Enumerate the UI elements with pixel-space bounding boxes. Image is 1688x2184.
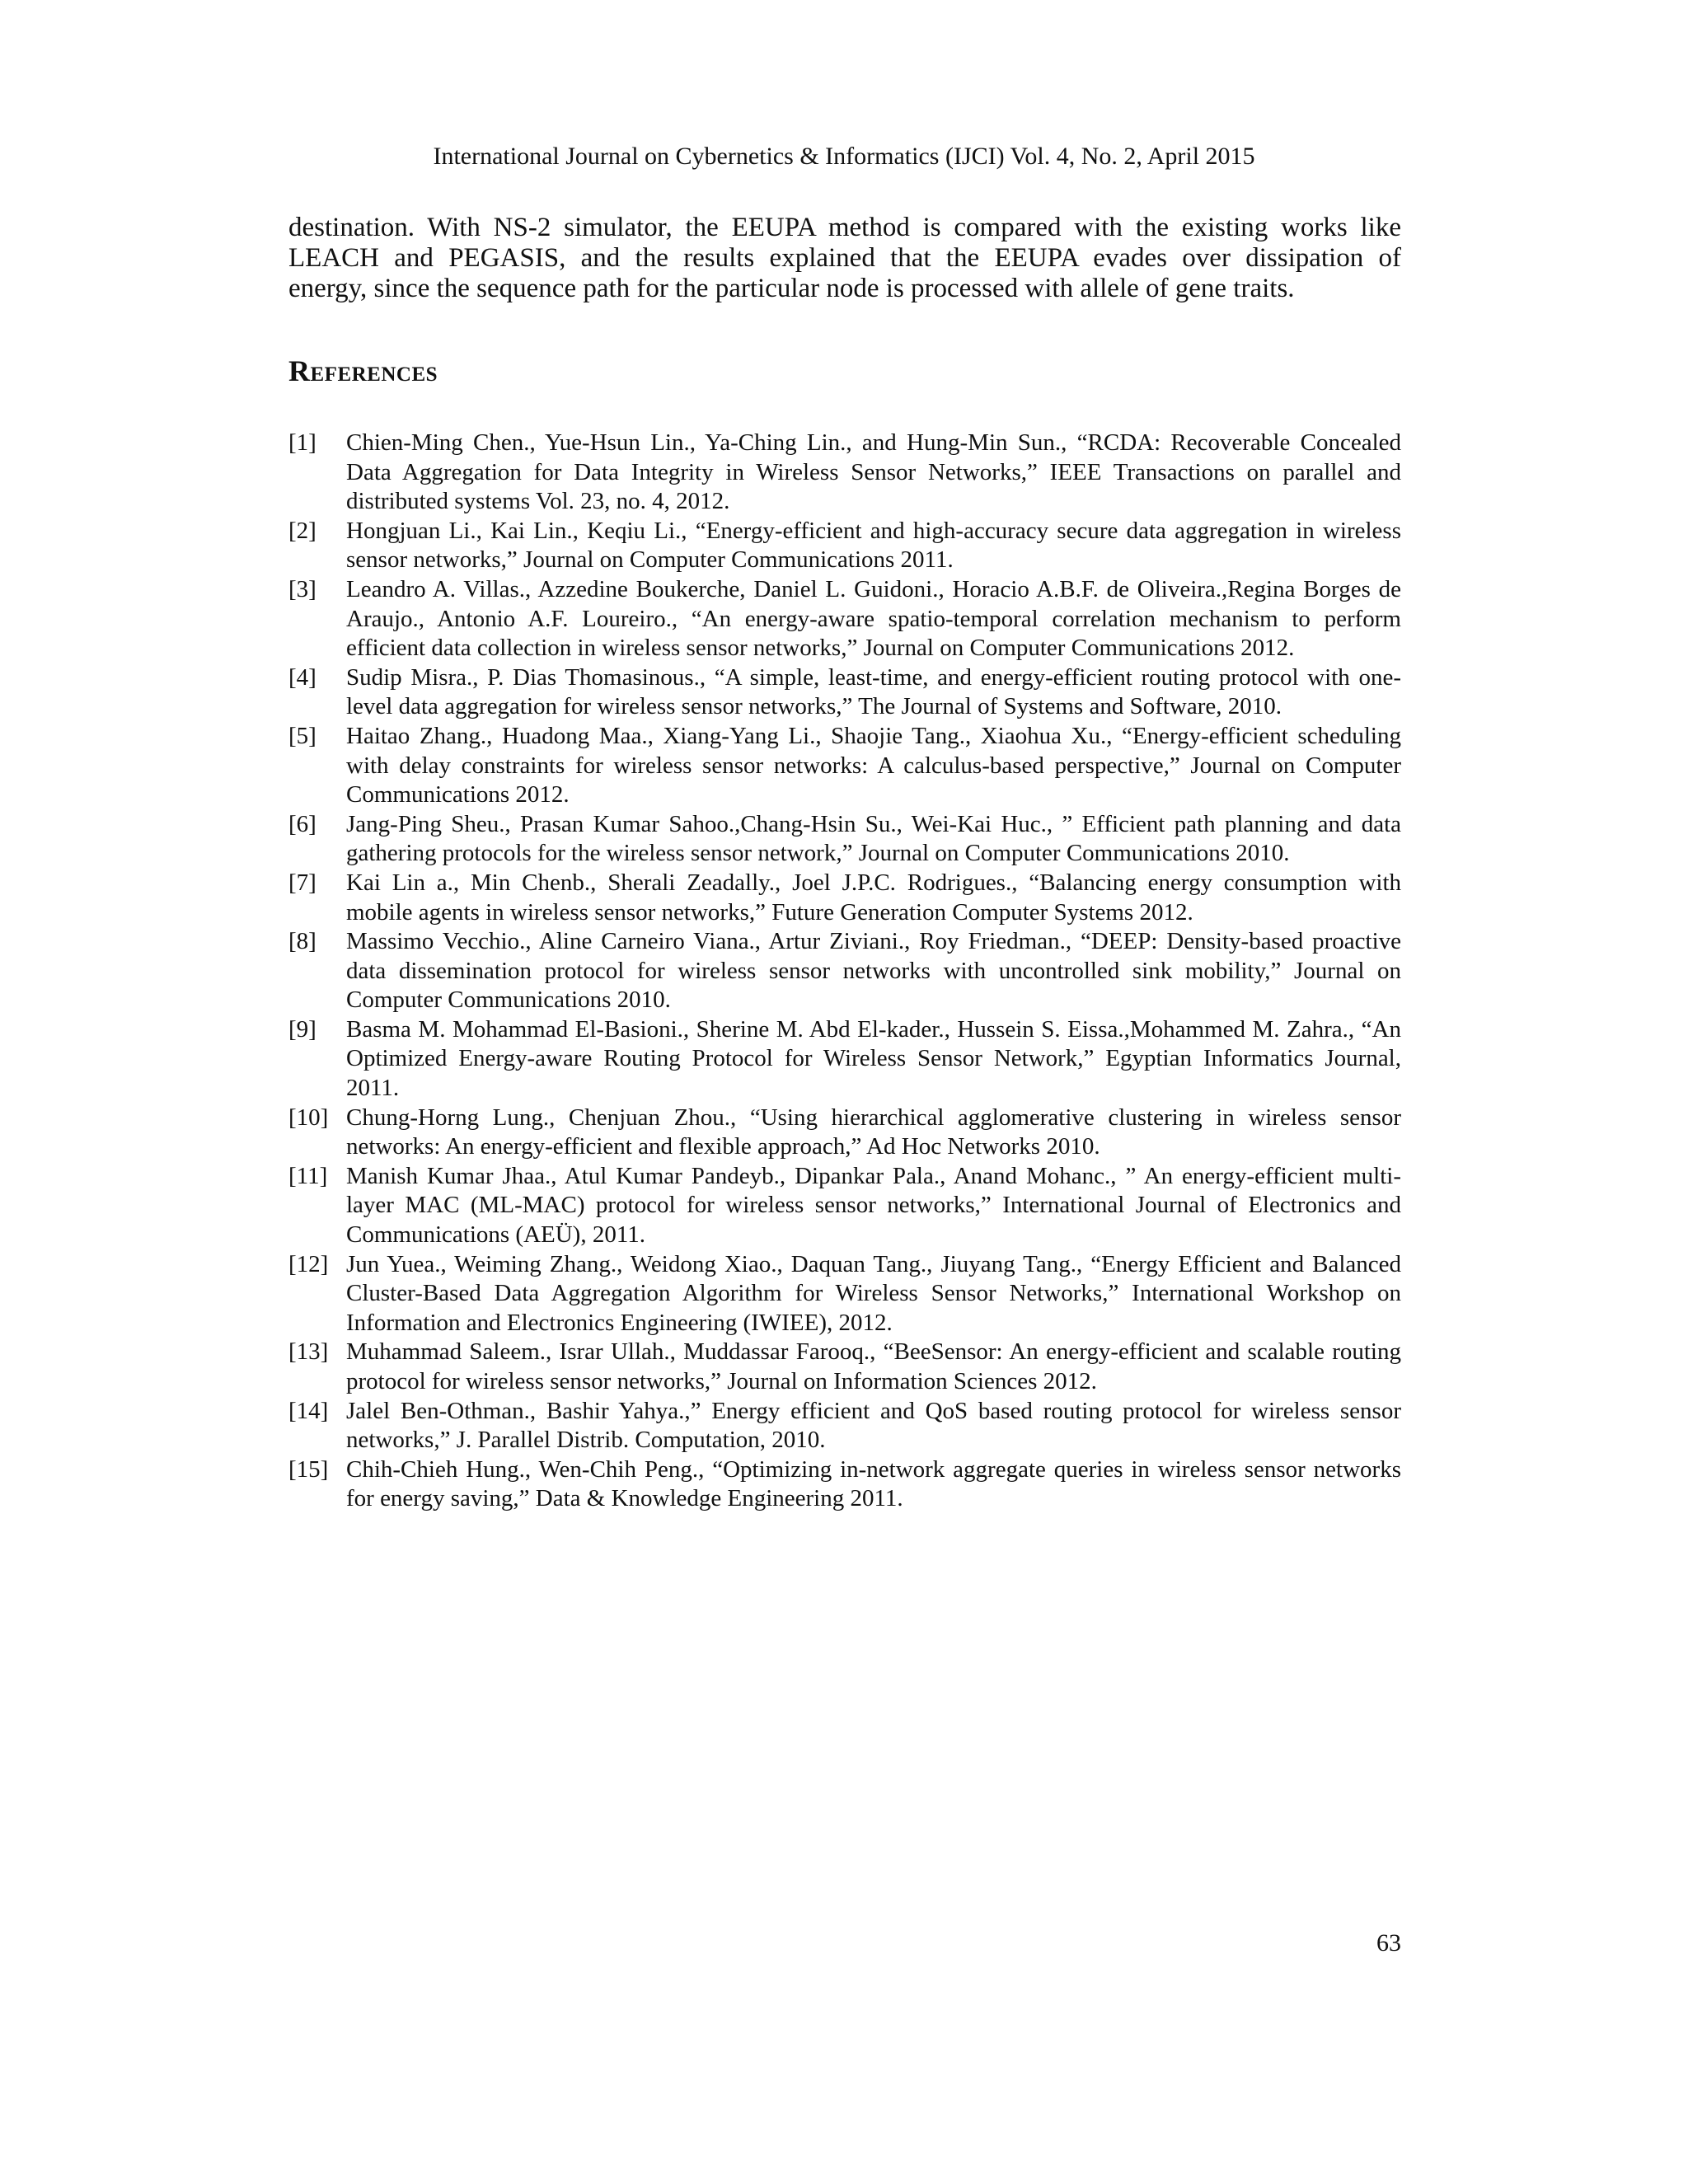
reference-text: Jun Yuea., Weiming Zhang., Weidong Xiao., Daquan Tang., Jiuyang Tang., “Energy Efficient and Balanced Cluster-Based Data Aggregation Algorithm for Wireless Sensor Networks,” International Workshop on Information and Electronics Engineering (IWIEE), 2012. bbox=[346, 1250, 1401, 1336]
reference-item bbox=[288, 429, 1401, 517]
intro-line: energy, since the sequence path for the particular node is processed with allele of gene traits. bbox=[288, 274, 1295, 303]
reference-text: Manish Kumar Jhaa., Atul Kumar Pandeyb., Dipankar Pala., Anand Mohanc., ” An energy-efficient multi-layer MAC (ML-MAC) protocol for wireless sensor networks,” International Journal of Electronics and Communications (AEÜ), 2011. bbox=[346, 1162, 1401, 1249]
reference-number: [10] bbox=[288, 1104, 329, 1131]
reference-item bbox=[288, 810, 1401, 869]
reference-number: [1] bbox=[288, 429, 316, 456]
reference-item bbox=[288, 927, 1401, 1015]
reference-text: Chih-Chieh Hung., Wen-Chih Peng., “Optimizing in-network aggregate queries in wireless sensor networks for energy saving,” Data & Knowledge Engineering 2011. bbox=[346, 1455, 1401, 1512]
reference-item bbox=[288, 1104, 1401, 1162]
running-header: International Journal on Cybernetics & Informatics (IJCI) Vol. 4, No. 2, April 2015 bbox=[433, 143, 1255, 170]
reference-number: [9] bbox=[288, 1015, 316, 1043]
reference-number: [15] bbox=[288, 1455, 329, 1483]
reference-text: Chien-Ming Chen., Yue-Hsun Lin., Ya-Ching Lin., and Hung-Min Sun., “RCDA: Recoverable Concealed Data Aggregation for Data Integrity in Wireless Sensor Networks,” IEEE Transactions on parallel and distributed systems Vol. 23, no. 4, 2012. bbox=[346, 429, 1401, 515]
reference-text: Massimo Vecchio., Aline Carneiro Viana., Artur Ziviani., Roy Friedman., “DEEP: Density-based proactive data dissemination protocol for wireless sensor networks with uncontrolled sink mobility,” Journal on Computer Communications 2010. bbox=[346, 928, 1401, 1014]
reference-number: [11] bbox=[288, 1162, 328, 1189]
reference-list bbox=[288, 429, 1401, 1514]
page-number: 63 bbox=[1376, 1929, 1401, 1957]
reference-number: [5] bbox=[288, 722, 316, 749]
intro-line: destination. With NS-2 simulator, the EEUPA method is compared with the existing works like bbox=[288, 213, 1401, 242]
reference-number: [14] bbox=[288, 1397, 329, 1424]
references-heading: References bbox=[288, 354, 438, 387]
reference-item bbox=[288, 517, 1401, 575]
reference-item bbox=[288, 1455, 1401, 1514]
reference-item bbox=[288, 722, 1401, 810]
reference-text: Hongjuan Li., Kai Lin., Keqiu Li., “Energy-efficient and high-accuracy secure data aggregation in wireless sensor networks,” Journal on Computer Communications 2011. bbox=[346, 517, 1401, 574]
reference-number: [8] bbox=[288, 928, 316, 955]
reference-text: Sudip Misra., P. Dias Thomasinous., “A simple, least-time, and energy-efficient routing protocol with one-level data aggregation for wireless sensor networks,” The Journal of Systems and Software, 2010. bbox=[346, 663, 1401, 720]
reference-text: Kai Lin a., Min Chenb., Sherali Zeadally., Joel J.P.C. Rodrigues., “Balancing energy consumption with mobile agents in wireless sensor networks,” Future Generation Computer Systems 2012. bbox=[346, 869, 1401, 926]
reference-item bbox=[288, 1162, 1401, 1250]
reference-item bbox=[288, 1338, 1401, 1396]
reference-item bbox=[288, 663, 1401, 722]
reference-text: Leandro A. Villas., Azzedine Boukerche, Daniel L. Guidoni., Horacio A.B.F. de Oliveira.,Regina Borges de Araujo., Antonio A.F. Loureiro., “An energy-aware spatio-temporal correlation mechanism to perform efficient data collection in wireless sensor networks,” Journal on Computer Communications 2012. bbox=[346, 575, 1401, 662]
reference-text: Jang-Ping Sheu., Prasan Kumar Sahoo.,Chang-Hsin Su., Wei-Kai Huc., ” Efficient path planning and data gathering protocols for the wireless sensor network,” Journal on Computer Communications 2010. bbox=[346, 810, 1401, 867]
reference-item bbox=[288, 1250, 1401, 1338]
reference-text: Basma M. Mohammad El-Basioni., Sherine M. Abd El-kader., Hussein S. Eissa.,Mohammed M. Zahra., “An Optimized Energy-aware Routing Protocol for Wireless Sensor Network,” Egyptian Informatics Journal, 2011. bbox=[346, 1015, 1401, 1102]
reference-text: Jalel Ben-Othman., Bashir Yahya.,” Energy efficient and QoS based routing protocol for wireless sensor networks,” J. Parallel Distrib. Computation, 2010. bbox=[346, 1397, 1401, 1454]
reference-number: [7] bbox=[288, 869, 316, 896]
reference-text: Haitao Zhang., Huadong Maa., Xiang-Yang Li., Shaojie Tang., Xiaohua Xu., “Energy-efficient scheduling with delay constraints for wireless sensor networks: A calculus-based perspective,” Journal on Computer Communications 2012. bbox=[346, 722, 1401, 808]
reference-text: Muhammad Saleem., Israr Ullah., Muddassar Farooq., “BeeSensor: An energy-efficient and scalable routing protocol for wireless sensor networks,” Journal on Information Sciences 2012. bbox=[346, 1338, 1401, 1394]
reference-number: [6] bbox=[288, 810, 316, 837]
reference-number: [2] bbox=[288, 517, 316, 544]
reference-text: Chung-Horng Lung., Chenjuan Zhou., “Using hierarchical agglomerative clustering in wireless sensor networks: An energy-efficient and flexible approach,” Ad Hoc Networks 2010. bbox=[346, 1104, 1401, 1160]
reference-number: [12] bbox=[288, 1250, 329, 1277]
reference-number: [4] bbox=[288, 663, 316, 691]
reference-item bbox=[288, 1397, 1401, 1455]
reference-number: [13] bbox=[288, 1338, 329, 1366]
reference-item bbox=[288, 575, 1401, 663]
reference-item bbox=[288, 869, 1401, 927]
intro-paragraph bbox=[288, 213, 1401, 304]
reference-item bbox=[288, 1015, 1401, 1104]
intro-line: LEACH and PEGASIS, and the results explained that the EEUPA evades over dissipation of bbox=[288, 243, 1401, 273]
reference-number: [3] bbox=[288, 575, 316, 602]
